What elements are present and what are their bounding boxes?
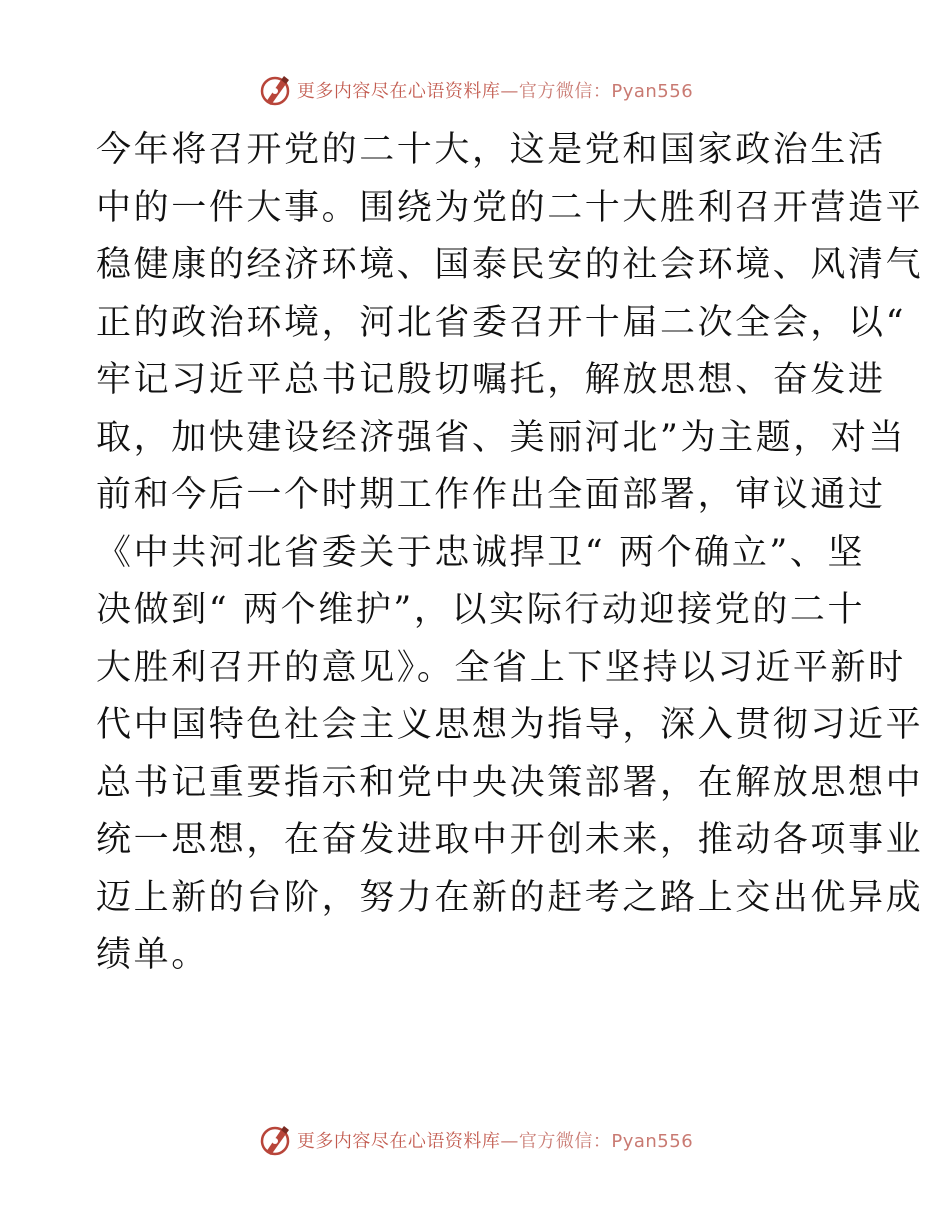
text-line: 牢记习近平总书记殷切嘱托，解放思想、奋发进 [96, 360, 886, 400]
text-line: 正的政治环境，河北省委召开十届二次全会，以“ [96, 302, 907, 343]
text-line: 统一思想，在奋发进取中开创未来，推动各项事业 [96, 820, 924, 860]
text-line: 稳健康的经济环境、国泰民安的社会环境、风清气 [96, 245, 924, 285]
text-line: 决做到“ 两个维护”，以实际行动迎接党的二十 [96, 590, 866, 630]
footer-wechat-id: Pyan556 [611, 1131, 694, 1152]
header-site-name: 更多内容尽在心语资料库 [296, 81, 501, 102]
footer-banner [0, 1120, 950, 1160]
header-banner [0, 70, 950, 110]
text-line: 大胜利召开的意见》。全省上下坚持以习近平新时 [96, 647, 906, 688]
text-line: 总书记重要指示和党中央决策部署，在解放思想中 [96, 762, 924, 803]
footer-separator: — [500, 1131, 519, 1152]
text-line: 代中国特色社会主义思想为指导，深入贯彻习近平 [96, 705, 924, 745]
pen-logo-icon [257, 72, 293, 108]
footer-wechat-label: 官方微信： [518, 1131, 612, 1152]
text-line: 迈上新的台阶，努力在新的赶考之路上交出优异成 [96, 877, 924, 918]
pen-logo-icon [257, 1122, 293, 1158]
header-wechat-id: Pyan556 [611, 81, 694, 102]
footer-site-name: 更多内容尽在心语资料库 [296, 1131, 501, 1152]
text-line: 中的一件大事。围绕为党的二十大胜利召开营造平 [96, 187, 924, 228]
text-line: 《中共河北省委关于忠诚捍卫“ 两个确立”、坚 [96, 532, 866, 573]
header-text [297, 77, 693, 103]
text-line: 前和今后一个时期工作作出全面部署，审议通过 [96, 475, 886, 515]
header-separator: — [500, 81, 519, 102]
header-wechat-label: 官方微信： [518, 81, 612, 102]
document-body [96, 122, 924, 985]
text-line: 绩单。 [96, 935, 209, 975]
footer-text [297, 1127, 693, 1153]
text-line: 取，加快建设经济强省、美丽河北”为主题，对当 [96, 417, 907, 458]
text-line: 今年将召开党的二十大，这是党和国家政治生活 [96, 130, 886, 170]
